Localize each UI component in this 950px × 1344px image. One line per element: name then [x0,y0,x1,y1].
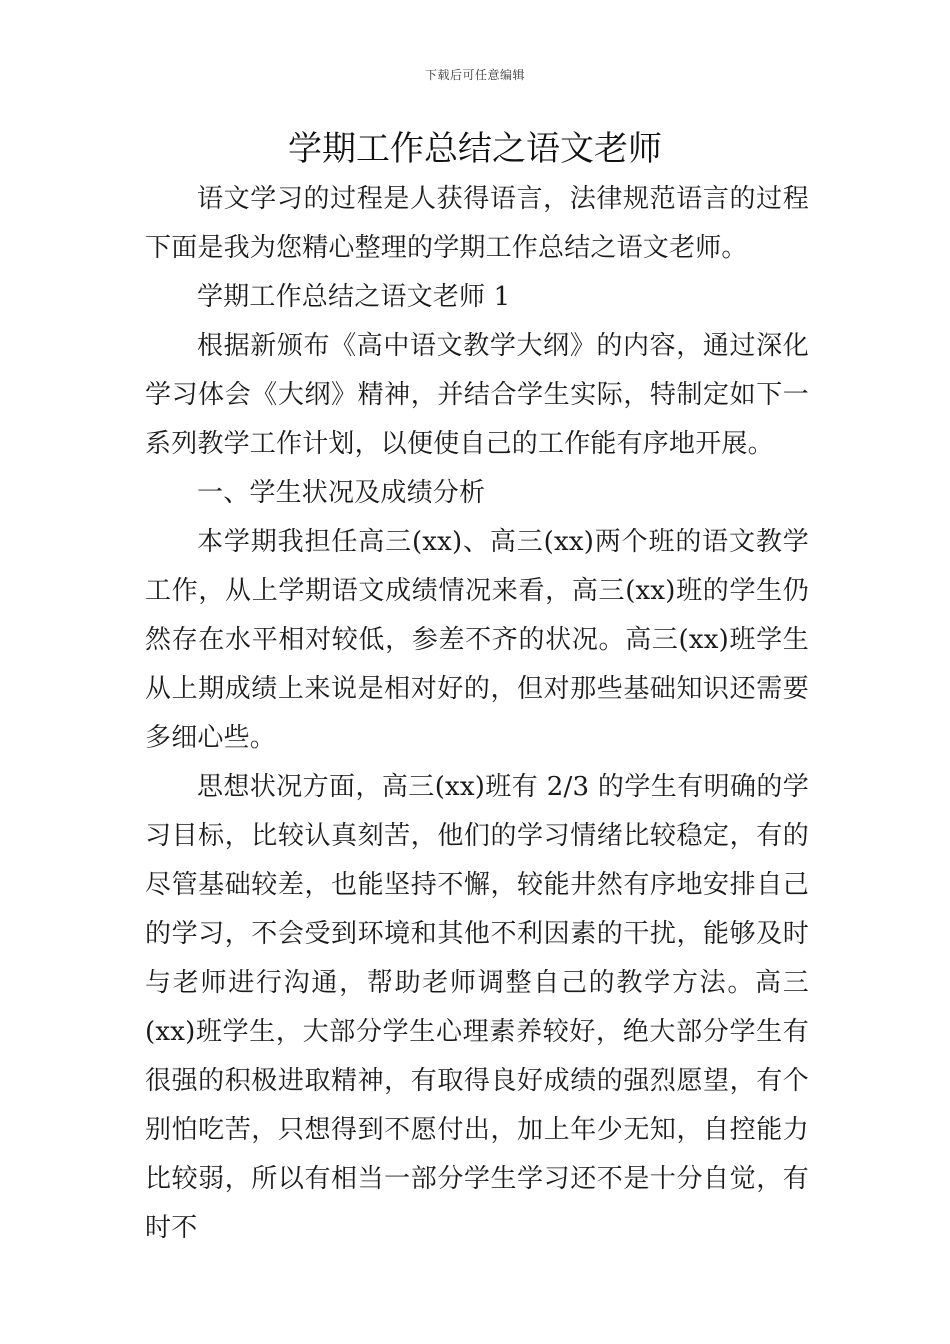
paragraph-mindset: 思想状况方面，高三(xx)班有 2/3 的学生有明确的学习目标，比较认真刻苦，他们的学习情绪比较稳定，有的尽管基础较差，也能坚持不懈，较能井然有序地安排自己的学习，不会受到环境和其他不利因素的干扰，能够及时与老师进行沟通，帮助老师调整自己的教学方法。高三(xx)班学生，大部分学生心理素养较好，绝大部分学生有很强的积极进取精神，有取得良好成绩的强烈愿望，有个别怕吃苦，只想得到不愿付出，加上年少无知，自控能力比较弱，所以有相当一部分学生学习还不是十分自觉，有时不 [145,772,809,1243]
section-heading-student-analysis: 一、学生状况及成绩分析 [197,478,486,508]
paragraph-plan: 根据新颁布《高中语文教学大纲》的内容，通过深化学习体会《大纲》精神，并结合学生实际，特制定如下一系列教学工作计划，以便使自己的工作能有序地开展。 [145,331,809,459]
document-body [145,175,809,1253]
paragraph-intro: 语文学习的过程是人获得语言，法律规范语言的过程下面是我为您精心整理的学期工作总结之语文老师。 [145,184,809,263]
section-heading-1: 学期工作总结之语文老师 1 [197,282,511,312]
document-title: 学期工作总结之语文老师 [288,129,662,169]
paragraph-class-grades: 本学期我担任高三(xx)、高三(xx)两个班的语文教学工作，从上学期语文成绩情况来看，高三(xx)班的学生仍然存在水平相对较低，参差不齐的状况。高三(xx)班学生从上期成绩上来说是相对好的，但对那些基础知识还需要多细心些。 [145,527,809,753]
header-note: 下载后可任意编辑 [424,68,525,82]
